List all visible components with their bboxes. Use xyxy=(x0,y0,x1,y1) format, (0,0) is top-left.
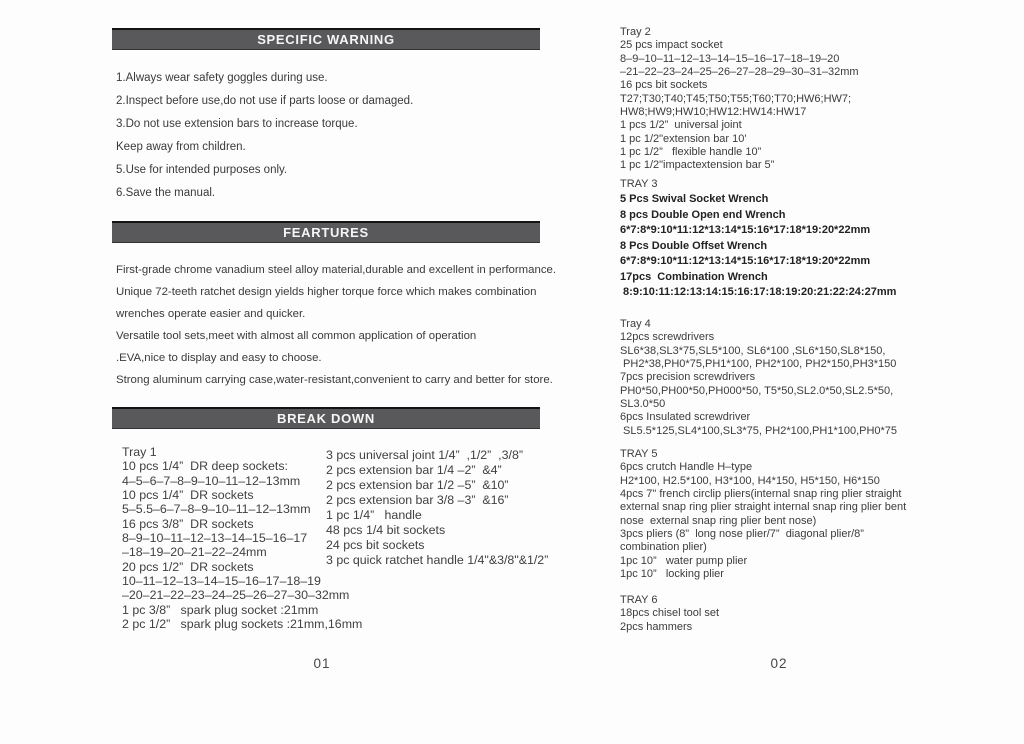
tray-line: 1 pc 1/2” flexible handle 10” xyxy=(620,146,762,159)
tray-line: 1 pc 1/2"impactextension bar 5” xyxy=(620,159,775,172)
tray-line: 8 pcs Double Open end Wrench xyxy=(620,208,786,221)
tray-line: 7pcs precision screwdrivers xyxy=(620,371,756,384)
tray5-title: TRAY 5 xyxy=(620,448,658,460)
tray-line: 25 pcs impact socket xyxy=(620,39,723,52)
tray-line: 2pcs hammers xyxy=(620,620,693,633)
tray-line: 4pcs 7" french circlip pliers(internal snap ring plier straight xyxy=(620,488,902,501)
tray-line: 12pcs screwdrivers xyxy=(620,331,715,344)
tray-line: 6pcs Insulated screwdriver xyxy=(620,411,751,424)
tray-line: HW8;HW9;HW10;HW12:HW14:HW17 xyxy=(620,106,807,119)
tray-line: 10–11–12–13–14–15–16–17–18–19 xyxy=(122,574,321,589)
tray-line: 1pc 10” water pump plier xyxy=(620,554,748,567)
tray-line: 8–9–10–11–12–13–14–15–16–17 xyxy=(122,531,308,546)
tray-line: 8–9–10–11–12–13–14–15–16–17–18–19–20 xyxy=(620,52,840,65)
warning-item: 5.Use for intended purposes only. xyxy=(116,163,288,176)
tray2-section xyxy=(620,26,1020,173)
tray-line: 6*7:8*9:10*11:12*13:14*15:16*17:18*19:20*22mm xyxy=(620,224,871,237)
breakdown-title: BREAK DOWN xyxy=(277,411,375,426)
page-number-02: 02 xyxy=(770,656,788,671)
feature-item: .EVA,nice to display and easy to choose. xyxy=(116,352,322,365)
tray-line: 1 pc 3/8” spark plug socket :21mm xyxy=(122,602,319,617)
features-title: FEARTURES xyxy=(283,225,369,240)
feature-item: Versatile tool sets,meet with almost all common application of operation xyxy=(116,330,477,343)
tray-line: combination plier) xyxy=(620,541,707,554)
tray-line: H2*100, H2.5*100, H3*100, H4*150, H5*150, H6*150 xyxy=(620,474,880,487)
feature-item: First-grade chrome vanadium steel alloy material,durable and excellent in performance. xyxy=(116,264,557,276)
specific-warning-header-bar xyxy=(112,28,540,50)
tray-line: 3pcs pliers (8” long nose plier/7” diagonal plier/8” xyxy=(620,528,864,541)
tray-line: external snap ring plier straight internal snap ring plier bent xyxy=(620,501,907,514)
page-number-01: 01 xyxy=(313,656,331,671)
tray-line: T27;T30;T40;T45;T50;T55;T60;T70;HW6;HW7; xyxy=(620,92,852,105)
tray-line: 1 pc 1/2"extension bar 10' xyxy=(620,132,747,145)
features-header-bar xyxy=(112,221,540,243)
tray-line: 18pcs chisel tool set xyxy=(620,607,720,620)
warning-list xyxy=(116,67,556,204)
tray-line: nose external snap ring plier bent nose) xyxy=(620,514,817,527)
tray-line: PH2*38,PH0*75,PH1*100, PH2*100, PH2*150,PH3*150 xyxy=(620,358,897,371)
feature-item: Strong aluminum carrying case,water-resistant,convenient to carry and better for store. xyxy=(116,374,553,387)
tray-line: 1pc 10” locking plier xyxy=(620,568,724,581)
tray-line: 1 pcs 1/2” universal joint xyxy=(620,119,742,132)
tray-line: 5 Pcs Swival Socket Wrench xyxy=(620,193,769,206)
tray-line: –20–21–22–23–24–25–26–27–30–32mm xyxy=(122,588,350,603)
tray-line: 3 pcs universal joint 1/4” ,1/2” ,3/8” xyxy=(326,448,523,462)
tray-line: 5–5.5–6–7–8–9–10–11–12–13mm xyxy=(122,502,311,517)
feature-item: wrenches operate easier and quicker. xyxy=(116,308,306,321)
tray-line: 24 pcs bit sockets xyxy=(326,538,425,553)
tray-line: 10 pcs 1/4” DR sockets xyxy=(122,488,254,503)
tray-line: –21–22–23–24–25–26–27–28–29–30–31–32mm xyxy=(620,66,859,79)
warning-item: 3.Do not use extension bars to increase torque. xyxy=(116,117,358,130)
tray-line: 4–5–6–7–8–9–10–11–12–13mm xyxy=(122,473,301,488)
warning-item: 6.Save the manual. xyxy=(116,186,216,199)
tray-line: 48 pcs 1/4 bit sockets xyxy=(326,523,446,538)
tray-line: 2 pcs extension bar 1/2 –5” &10” xyxy=(326,478,509,493)
tray3-section xyxy=(620,177,1020,301)
tray1-left-column xyxy=(122,445,363,632)
tray-line: SL3.0*50 xyxy=(620,398,666,411)
tray4-title: Tray 4 xyxy=(620,318,651,330)
tray1-title: Tray 1 xyxy=(122,445,157,459)
tray-line: –18–19–20–21–22–24mm xyxy=(122,545,267,560)
tray-line: 10 pcs 1/4” DR deep sockets: xyxy=(122,459,288,474)
tray-line: PH0*50,PH00*50,PH000*50, T5*50,SL2.0*50,SL2.5*50, xyxy=(620,384,894,397)
tray6-section xyxy=(620,594,1020,634)
tray-line: 6pcs crutch Handle H–type xyxy=(620,461,753,474)
tray6-title: TRAY 6 xyxy=(620,594,658,606)
tray-line: 3 pc quick ratchet handle 1/4"&3/8"&1/2” xyxy=(326,553,549,568)
tray-line: 2 pcs extension bar 1/4 –2” &4” xyxy=(326,463,502,478)
tray-line: 16 pcs bit sockets xyxy=(620,79,708,92)
tray2-title: Tray 2 xyxy=(620,26,651,38)
feature-list xyxy=(116,259,576,392)
tray-line: SL6*38,SL3*75,SL5*100, SL6*100 ,SL6*150,SL8*150, xyxy=(620,344,886,357)
tray-line: SL5.5*125,SL4*100,SL3*75, PH2*100,PH1*100,PH0*75 xyxy=(620,424,898,437)
tray-line: 16 pcs 3/8” DR sockets xyxy=(122,516,254,531)
specific-warning-title: SPECIFIC WARNING xyxy=(257,32,395,47)
tray-line: 20 pcs 1/2” DR sockets xyxy=(122,559,254,574)
tray-line: 2 pc 1/2” spark plug sockets :21mm,16mm xyxy=(122,617,363,632)
tray-line: 8:9:10:11:12:13:14:15:16:17:18:19:20:21:22:24:27mm xyxy=(620,286,897,299)
tray1-right-column xyxy=(326,448,606,568)
warning-item: 1.Always wear safety goggles during use. xyxy=(116,72,328,84)
tray-line: 1 pc 1/4” handle xyxy=(326,508,422,523)
tray-line: 2 pcs extension bar 3/8 –3” &16” xyxy=(326,493,509,508)
tray-line: 17pcs Combination Wrench xyxy=(620,270,768,283)
warning-item: 2.Inspect before use,do not use if parts loose or damaged. xyxy=(116,94,414,107)
tray4-section xyxy=(620,318,1020,438)
tray3-title: TRAY 3 xyxy=(620,178,658,190)
warning-item: Keep away from children. xyxy=(116,140,246,153)
tray-line: 8 Pcs Double Offset Wrench xyxy=(620,239,768,252)
tray5-section xyxy=(620,448,1020,581)
feature-item: Unique 72-teeth ratchet design yields higher torque force which makes combination xyxy=(116,286,537,299)
tray-line: 6*7:8*9:10*11:12*13:14*15:16*17:18*19:20*22mm xyxy=(620,255,871,268)
breakdown-header-bar xyxy=(112,407,540,429)
